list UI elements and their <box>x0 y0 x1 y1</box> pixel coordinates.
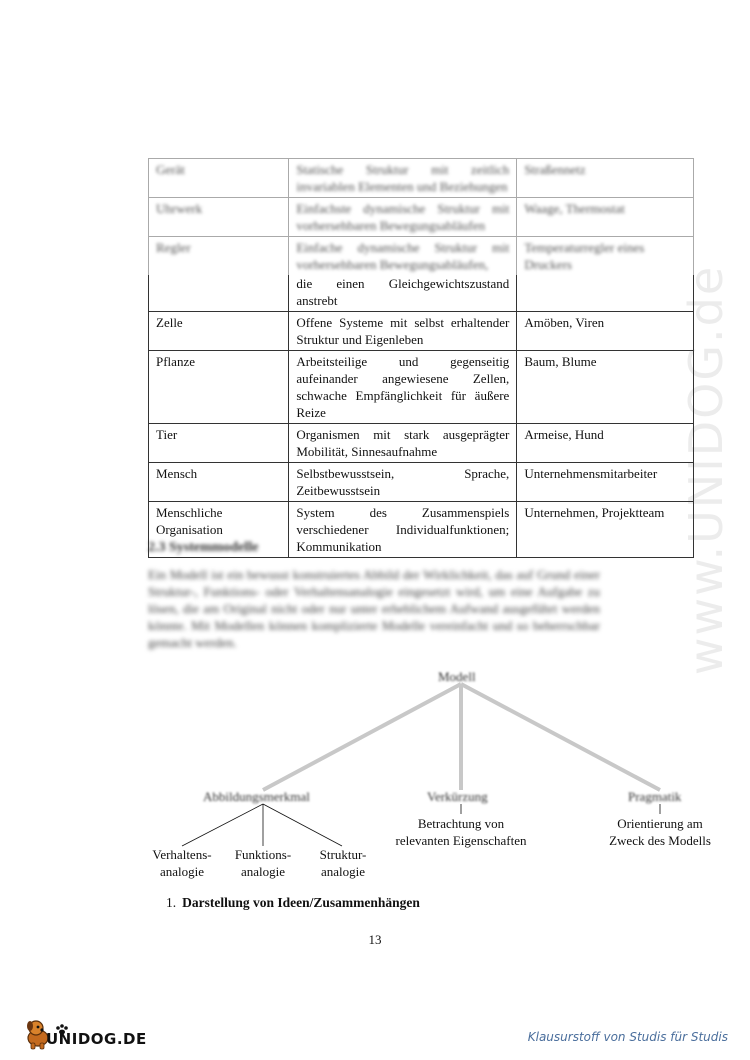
edge-abbildung-struktur <box>263 804 342 846</box>
table-row <box>149 159 694 198</box>
pragmatik-description: Orientierung am Zweck des Modells <box>609 816 711 848</box>
verkuerzung-description: Betrachtung von relevanten Eigenschaften <box>395 816 527 848</box>
logo-text: UNIDOG.DE <box>46 1030 147 1048</box>
table-cell-c1: Zelle <box>149 312 289 351</box>
watermark: www.UNIDOG.de <box>679 264 733 676</box>
table-cell-c3: Unternehmensmitarbeiter <box>517 463 694 502</box>
branch-abbildungsmerkmal: Abbildungsmerkmal <box>203 789 310 804</box>
table-cell-c1: Uhrwerk <box>149 198 289 237</box>
table-cell-c2: Organismen mit stark ausgeprägter Mobilität, Sinnesaufnahme <box>289 424 517 463</box>
edge-root-abbildung <box>263 684 461 790</box>
edge-root-pragmatik <box>461 684 660 790</box>
table-cell-c3 <box>517 275 694 312</box>
table-cell-c2: Selbstbewusstsein, Sprache, Zeitbewusstsein <box>289 463 517 502</box>
table-cell-c1: Mensch <box>149 463 289 502</box>
leaf-strukturanalogie: Struktur- analogie <box>319 847 367 879</box>
edge-abbildung-verhalten <box>182 804 263 846</box>
table-row <box>149 312 694 351</box>
table-row <box>149 351 694 424</box>
table-cell-c2: Einfache dynamische Struktur mit vorhersehbaren Bewegungsabläufen, <box>289 237 517 276</box>
table-cell-c2: System des Zusammenspiels verschiedener Individualfunktionen; Kommunikation <box>289 502 517 558</box>
table-cell-c3: Amöben, Viren <box>517 312 694 351</box>
table-row <box>149 198 694 237</box>
model-tree-diagram <box>0 660 750 890</box>
page-number: 13 <box>368 932 382 947</box>
systems-table <box>148 158 694 558</box>
table-row <box>149 275 694 312</box>
enum-number: 1. <box>166 895 177 910</box>
table-cell-c2: Arbeitsteilige und gegenseitig aufeinander angewiesene Zellen, schwache Empfänglichkeit für äußere Reize <box>289 351 517 424</box>
table-cell-c3: Armeise, Hund <box>517 424 694 463</box>
branch-pragmatik: Pragmatik <box>628 789 682 804</box>
table-cell-c1: Tier <box>149 424 289 463</box>
section-paragraph: Ein Modell ist ein bewusst konstruiertes Abbild der Wirklichkeit, das auf Grund einer Struktur-, Funktions- oder Verhaltensanalogie eingesetzt wird, um eine Aufgabe zu lösen, die am Original nicht oder nur unter erheblichem Aufwand ausgeführt werden könnte. Mit Modellen können komplizierte Modelle vereinfacht und so beherrschbar gemacht werden. <box>148 567 600 650</box>
table-cell-c3: Waage, Thermostat <box>517 198 694 237</box>
table-cell-c3: Temperaturregler eines Druckers <box>517 237 694 276</box>
table-cell-c1: Regler <box>149 237 289 276</box>
table-cell-c3: Straßennetz <box>517 159 694 198</box>
branch-verkuerzung: Verkürzung <box>427 789 488 804</box>
table-row <box>149 424 694 463</box>
table-cell-c1: Pflanze <box>149 351 289 424</box>
table-cell-c2: Statische Struktur mit zeitlich invariablen Elementen und Beziehungen <box>289 159 517 198</box>
table-cell-c3: Unternehmen, Projektteam <box>517 502 694 558</box>
table-cell-c1: Gerät <box>149 159 289 198</box>
table-cell-c2: Einfachste dynamische Struktur mit vorhersehbaren Bewegungsabläufen <box>289 198 517 237</box>
table-row <box>149 463 694 502</box>
section-heading: 2.3 Systemmodelle <box>148 540 259 555</box>
tree-root-label: Modell <box>438 669 476 684</box>
enum-text: Darstellung von Ideen/Zusammenhängen <box>182 895 420 910</box>
footer-slogan: Klausurstoff von Studis für Studis <box>527 1030 728 1044</box>
table-cell-c1: Menschliche Organisation <box>149 502 289 558</box>
table-cell-c3: Baum, Blume <box>517 351 694 424</box>
table-cell-c2: die einen Gleichgewichtszustand anstrebt <box>289 275 517 312</box>
table-cell-c2: Offene Systeme mit selbst erhaltender Struktur und Eigenleben <box>289 312 517 351</box>
table-cell-c1 <box>149 275 289 312</box>
table-row <box>149 237 694 276</box>
leaf-verhaltensanalogie: Verhaltens- analogie <box>152 847 212 879</box>
enumeration-item <box>166 895 420 911</box>
leaf-funktionsanalogie: Funktions- analogie <box>234 847 292 879</box>
